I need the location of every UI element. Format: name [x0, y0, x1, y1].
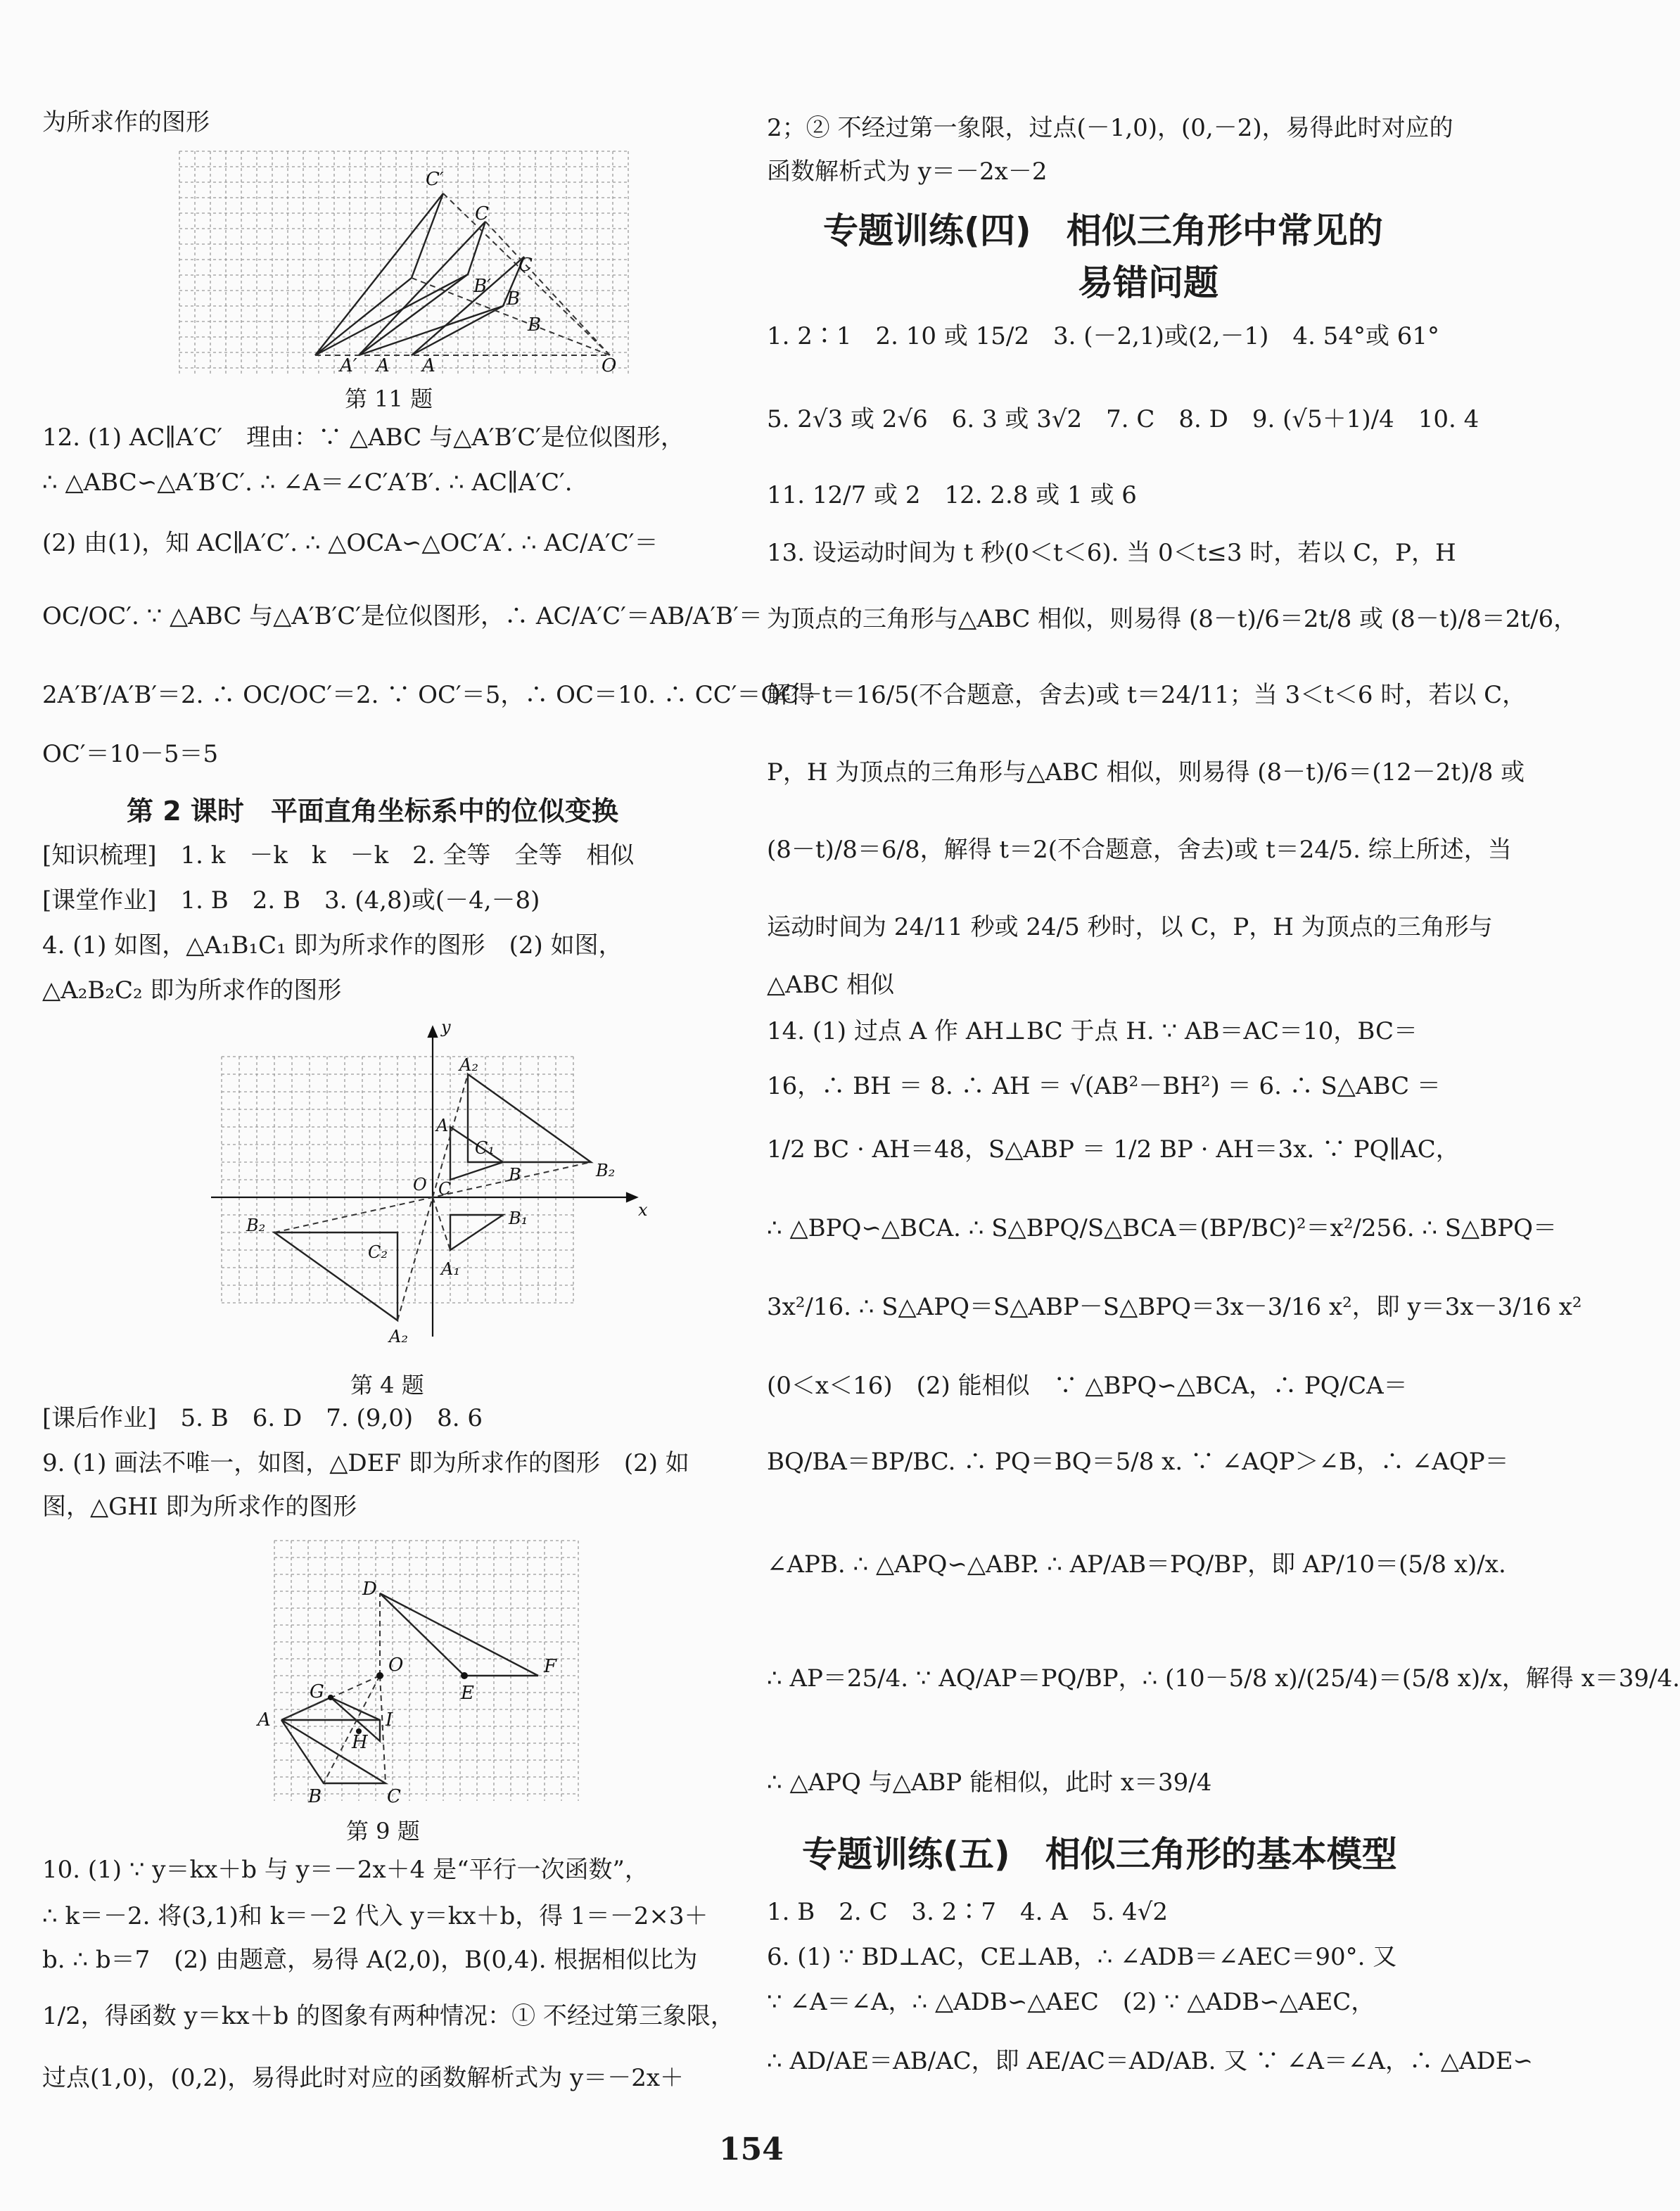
point-label: A₁	[441, 1259, 460, 1279]
text-line: 14. (1) 过点 A 作 AH⊥BC 于点 H. ∵ AB＝AC＝10，BC＝	[767, 1017, 1418, 1045]
text-line: 9. (1) 画法不唯一，如图，△DEF 即为所求作的图形 (2) 如	[42, 1449, 689, 1477]
text-line: 11. 12/7 或 2 12. 2.8 或 1 或 6	[767, 481, 1137, 509]
text-line: 1. B 2. C 3. 2∶7 4. A 5. 4√2	[767, 1898, 1168, 1926]
ray	[433, 1197, 450, 1250]
text-line: 1. 2∶1 2. 10 或 15/2 3. (－2,1)或(2,－1) 4. 54°或 61°	[767, 322, 1440, 350]
text-line: 为所求作的图形	[42, 108, 210, 136]
text-line: 2；② 不经过第一象限，过点(－1,0)，(0,－2)，易得此时对应的	[767, 114, 1453, 142]
point-label: B₂	[246, 1216, 266, 1235]
text-line: [知识梳理] 1. k －k k －k 2. 全等 全等 相似	[42, 841, 635, 869]
text-line: 10. (1) ∵ y＝kx＋b 与 y＝－2x＋4 是“平行一次函数”，	[42, 1856, 649, 1884]
point-label: B	[308, 1786, 322, 1807]
text-line: 5. 2√3 或 2√6 6. 3 或 3√2 7. C 8. D 9. (√5＋1)/4 10. 4	[767, 405, 1479, 433]
triangle-abc	[281, 1720, 386, 1783]
point-label: C′	[426, 169, 444, 190]
text-line: △A₂B₂C₂ 即为所求作的图形	[42, 976, 342, 1005]
figure-4-coordinate-grid	[165, 1013, 672, 1365]
point-label: B₂	[596, 1161, 616, 1180]
text-line: ∴ AD/AE＝AB/AC，即 AE/AC＝AD/AB. 又 ∵ ∠A＝∠A，∴ △ADE∽	[767, 2047, 1534, 2075]
segment	[315, 274, 468, 355]
text-line: △ABC 相似	[767, 971, 895, 999]
point-o	[376, 1672, 383, 1679]
special-training-4-title: 专题训练(四) 相似三角形中常见的	[823, 210, 1383, 251]
text-line: ∴ △BPQ∽△BCA. ∴ S△BPQ/S△BCA＝(BP/BC)²＝x²/256. ∴ S△BPQ＝	[767, 1214, 1557, 1242]
point-label: B′	[473, 276, 492, 297]
figure-4-caption: 第 4 题	[350, 1372, 424, 1398]
point-label: F	[544, 1656, 557, 1677]
text-line: ∠APB. ∴ △APQ∽△ABP. ∴ AP/AB＝PQ/BP，即 AP/10＝(5/8 x)/x.	[767, 1550, 1506, 1579]
text-line: 16，∴ BH ＝ 8. ∴ AH ＝ √(AB²－BH²) ＝ 6. ∴ S△ABC ＝	[767, 1072, 1441, 1100]
text-line: 13. 设运动时间为 t 秒(0＜t＜6). 当 0＜t≤3 时，若以 C，P，H	[767, 539, 1456, 567]
triangle-a-prime-b-prime-c-prime	[315, 193, 443, 355]
text-line: 函数解析式为 y＝－2x－2	[767, 158, 1048, 186]
point-label: G	[310, 1681, 324, 1702]
point-label: A	[436, 1116, 449, 1135]
text-line: 运动时间为 24/11 秒或 24/5 秒时，以 C，P，H 为顶点的三角形与	[767, 913, 1493, 941]
point-label: I	[386, 1709, 393, 1731]
point-label: C₂	[368, 1242, 388, 1262]
text-line: OC/OC′. ∵ △ABC 与△A′B′C′是位似图形，∴ AC/A′C′＝AB/A′B′＝	[42, 602, 763, 630]
special-training-5-title: 专题训练(五) 相似三角形的基本模型	[802, 1834, 1397, 1875]
figure-9-grid	[232, 1537, 605, 1811]
text-line: BQ/BA＝BP/BC. ∴ PQ＝BQ＝5/8 x. ∵ ∠AQP＞∠B，∴ ∠AQP＝	[767, 1448, 1509, 1476]
point-label: D	[362, 1579, 377, 1600]
y-axis-arrow	[428, 1027, 437, 1037]
page-edge-shadow	[0, 0, 10, 2211]
point-e	[461, 1672, 468, 1679]
text-line: [课后作业] 5. B 6. D 7. (9,0) 8. 6	[42, 1404, 483, 1432]
point-label: O	[602, 355, 617, 376]
point-label: C₁	[475, 1138, 495, 1158]
text-line: (8－t)/8＝6/8，解得 t＝2(不合题意，舍去)或 t＝24/5. 综上所述，当	[767, 836, 1512, 864]
page-number: 154	[719, 2132, 784, 2167]
point-label: C	[518, 255, 533, 276]
ray	[380, 1676, 386, 1783]
text-line: OC′＝10－5＝5	[42, 740, 219, 768]
text-line: 解得 t＝16/5(不合题意，舍去)或 t＝24/11；当 3＜t＜6 时，若以 C，	[767, 681, 1527, 709]
text-line: P，H 为顶点的三角形与△ABC 相似，则易得 (8－t)/6＝(12－2t)/8 或	[767, 758, 1525, 786]
figure-11-caption: 第 11 题	[345, 386, 433, 412]
text-line: 图，△GHI 即为所求作的图形	[42, 1493, 357, 1521]
segment	[359, 306, 503, 355]
point-label: H	[352, 1732, 368, 1753]
text-line: ∴ AP＝25/4. ∵ AQ/AP＝PQ/BP，∴ (10－5/8 x)/(25/4)＝(5/8 x)/x，解得 x＝39/4.	[767, 1664, 1680, 1693]
ray	[324, 1676, 380, 1783]
point-g	[328, 1695, 333, 1700]
lesson-heading: 第 2 课时 平面直角坐标系中的位似变换	[127, 796, 618, 827]
point-label: C	[475, 203, 489, 224]
point-label: B	[509, 1165, 521, 1185]
special-training-4-title-line2: 易错问题	[1078, 262, 1218, 303]
x-axis-arrow	[627, 1193, 637, 1202]
point-label: B	[528, 314, 542, 336]
point-label: A′	[340, 355, 357, 376]
text-line: ∵ ∠A＝∠A，∴ △ADB∽△AEC (2) ∵ △ADB∽△AEC，	[767, 1988, 1375, 2016]
text-line: 过点(1,0)，(0,2)，易得此时对应的函数解析式为 y＝－2x＋	[42, 2064, 685, 2092]
point-label: C	[438, 1179, 452, 1199]
text-line: 1/2 BC · AH＝48，S△ABP ＝ 1/2 BP · AH＝3x. ∵ PQ∥AC，	[767, 1135, 1460, 1164]
point-label: A₂	[459, 1055, 478, 1075]
text-line: 为顶点的三角形与△ABC 相似，则易得 (8－t)/6＝2t/8 或 (8－t)/8＝2t/6，	[767, 605, 1578, 633]
text-line: 6. (1) ∵ BD⊥AC，CE⊥AB，∴ ∠ADB＝∠AEC＝90°. 又	[767, 1943, 1397, 1971]
text-line: 2A′B′/A′B′＝2. ∴ OC/OC′＝2. ∵ OC′＝5，∴ OC＝10. ∴ CC′＝OC－	[42, 681, 823, 709]
text-line: b. ∴ b＝7 (2) 由题意，易得 A(2,0)，B(0,4). 根据相似比为	[42, 1946, 698, 1974]
point-label: O	[388, 1655, 404, 1676]
text-line: ∴ k＝－2. 将(3,1)和 k＝－2 代入 y＝kx＋b，得 1＝－2×3＋	[42, 1902, 708, 1930]
text-line: 12. (1) AC∥A′C′ 理由：∵ △ABC 与△A′B′C′是位似图形，	[42, 423, 685, 452]
text-line: [课堂作业] 1. B 2. B 3. (4,8)或(－4,－8)	[42, 886, 540, 915]
point-label: A	[257, 1709, 271, 1731]
point-label: B	[507, 288, 521, 310]
point-label: A₂	[389, 1327, 408, 1346]
text-line: 4. (1) 如图，△A₁B₁C₁ 即为所求作的图形 (2) 如图，	[42, 931, 623, 960]
text-line: (0＜x＜16) (2) 能相似 ∵ △BPQ∽△BCA，∴ PQ/CA＝	[767, 1372, 1408, 1400]
text-line: (2) 由(1)，知 AC∥A′C′. ∴ △OCA∽△OC′A′. ∴ AC/A′C′＝	[42, 529, 658, 557]
text-line: ∴ △APQ 与△ABP 能相似，此时 x＝39/4	[767, 1769, 1212, 1797]
point-label: B₁	[509, 1209, 528, 1228]
text-line: ∴ △ABC∽△A′B′C′. ∴ ∠A＝∠C′A′B′. ∴ AC∥A′C′.	[42, 469, 573, 497]
text-line: 3x²/16. ∴ S△APQ＝S△ABP－S△BPQ＝3x－3/16 x²，即 y＝3x－3/16 x²	[767, 1293, 1582, 1321]
point-label: O	[413, 1175, 427, 1194]
axis-label: x	[638, 1200, 648, 1220]
point-label: E	[461, 1683, 474, 1704]
figure-9-caption: 第 9 题	[346, 1818, 420, 1844]
text-line: 1/2，得函数 y＝kx＋b 的图象有两种情况：① 不经过第三象限，	[42, 2002, 734, 2030]
triangle-def	[380, 1593, 538, 1676]
point-label: A	[376, 355, 390, 376]
figure-11-homothety-grid	[179, 151, 644, 376]
axis-label: y	[441, 1017, 451, 1037]
triangle-abc-large	[359, 222, 485, 355]
point-label: A	[422, 355, 435, 376]
point-label: C	[387, 1786, 401, 1807]
